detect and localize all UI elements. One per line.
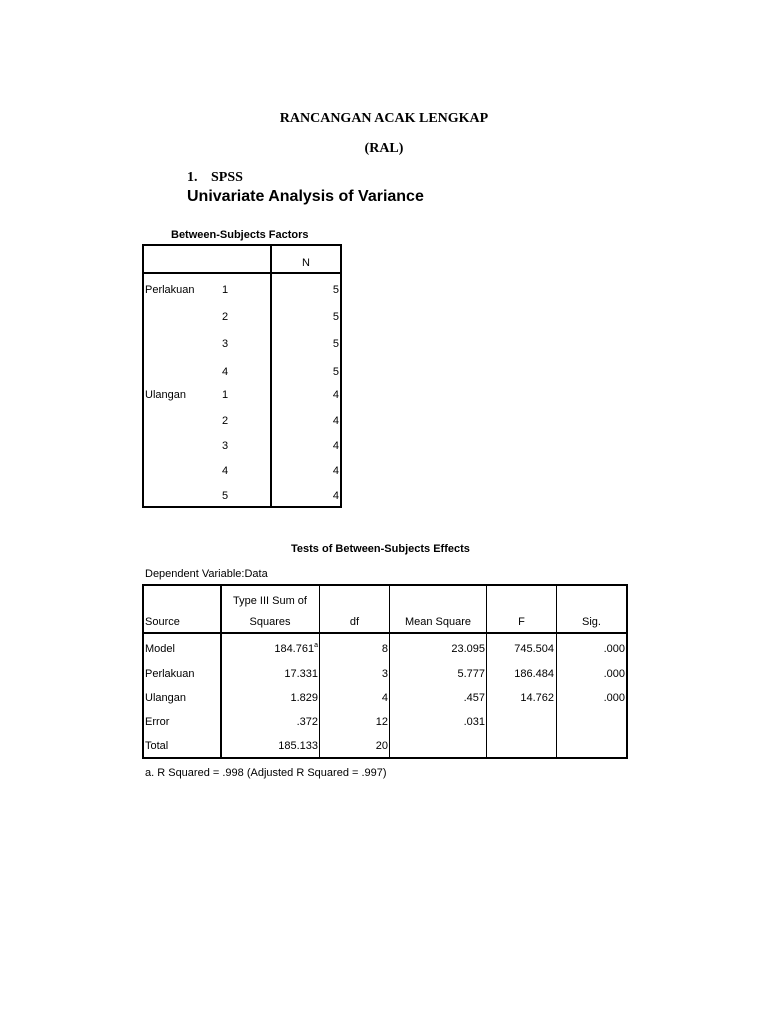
factor-label: Perlakuan bbox=[145, 284, 195, 296]
row-f: 186.484 bbox=[514, 668, 554, 680]
header-sig: Sig. bbox=[582, 616, 601, 628]
row-ss: 17.331 bbox=[284, 668, 318, 680]
row-ss: 1.829 bbox=[290, 692, 318, 704]
factor-n: 4 bbox=[332, 415, 339, 427]
factor-level: 2 bbox=[222, 415, 229, 427]
factors-header-divider bbox=[142, 272, 342, 274]
factor-n: 4 bbox=[332, 490, 339, 502]
row-f: 14.762 bbox=[520, 692, 554, 704]
factor-level: 1 bbox=[222, 284, 229, 296]
effects-column-divider bbox=[319, 584, 320, 759]
row-ss-value: 184.761 bbox=[274, 643, 315, 655]
row-sig: .000 bbox=[603, 668, 625, 680]
effects-column-divider bbox=[389, 584, 390, 759]
effects-column-divider bbox=[556, 584, 557, 759]
section-heading bbox=[187, 170, 243, 186]
header-ss-line2: Squares bbox=[249, 616, 291, 628]
factor-n: 5 bbox=[332, 366, 339, 378]
factor-level: 4 bbox=[222, 366, 229, 378]
row-ss bbox=[222, 643, 318, 655]
header-f: F bbox=[518, 616, 525, 628]
factor-n: 4 bbox=[332, 465, 339, 477]
row-ss: .372 bbox=[296, 716, 318, 728]
section-label: SPSS bbox=[211, 170, 243, 185]
header-mean-square: Mean Square bbox=[404, 616, 472, 628]
row-ss: 185.133 bbox=[278, 740, 318, 752]
row-df: 3 bbox=[381, 668, 388, 680]
row-ms: 5.777 bbox=[457, 668, 485, 680]
row-sig: .000 bbox=[603, 643, 625, 655]
factor-level: 3 bbox=[222, 338, 229, 350]
row-df: 12 bbox=[375, 716, 388, 728]
header-source: Source bbox=[145, 616, 180, 628]
factors-table-caption: Between-Subjects Factors bbox=[171, 229, 309, 241]
factor-n: 4 bbox=[332, 440, 339, 452]
factor-level: 1 bbox=[222, 389, 229, 401]
row-sig: .000 bbox=[603, 692, 625, 704]
row-df: 4 bbox=[381, 692, 388, 704]
factor-level: 5 bbox=[222, 490, 229, 502]
effects-table-caption: Tests of Between-Subjects Effects bbox=[291, 543, 470, 555]
row-f: 745.504 bbox=[514, 643, 554, 655]
document-subtitle: (RAL) bbox=[364, 141, 404, 156]
row-df: 20 bbox=[375, 740, 388, 752]
factors-column-divider bbox=[270, 244, 272, 508]
effects-footnote: a. R Squared = .998 (Adjusted R Squared = .997) bbox=[145, 767, 387, 779]
row-source: Model bbox=[145, 643, 175, 655]
factor-label: Ulangan bbox=[145, 389, 186, 401]
footnote-marker: a bbox=[314, 642, 318, 649]
factors-n-header: N bbox=[302, 257, 310, 269]
header-df: df bbox=[349, 616, 360, 628]
row-source: Total bbox=[145, 740, 169, 752]
factor-level: 3 bbox=[222, 440, 229, 452]
row-source: Ulangan bbox=[145, 692, 186, 704]
header-ss-line1: Type III Sum of bbox=[233, 595, 307, 607]
effects-column-divider bbox=[486, 584, 487, 759]
dependent-variable-label: Dependent Variable:Data bbox=[145, 568, 268, 580]
section-number: 1. bbox=[187, 170, 198, 185]
row-ms: .031 bbox=[463, 716, 485, 728]
row-ms: 23.095 bbox=[451, 643, 485, 655]
factor-n: 5 bbox=[332, 311, 339, 323]
row-df: 8 bbox=[381, 643, 388, 655]
factor-n: 5 bbox=[332, 338, 339, 350]
row-source: Error bbox=[145, 716, 170, 728]
row-ms: .457 bbox=[463, 692, 485, 704]
factor-n: 5 bbox=[332, 284, 339, 296]
factor-level: 2 bbox=[222, 311, 229, 323]
factor-level: 4 bbox=[222, 465, 229, 477]
factor-n: 4 bbox=[332, 389, 339, 401]
document-title: RANCANGAN ACAK LENGKAP bbox=[279, 111, 489, 126]
analysis-title: Univariate Analysis of Variance bbox=[187, 188, 424, 205]
row-source: Perlakuan bbox=[145, 668, 195, 680]
